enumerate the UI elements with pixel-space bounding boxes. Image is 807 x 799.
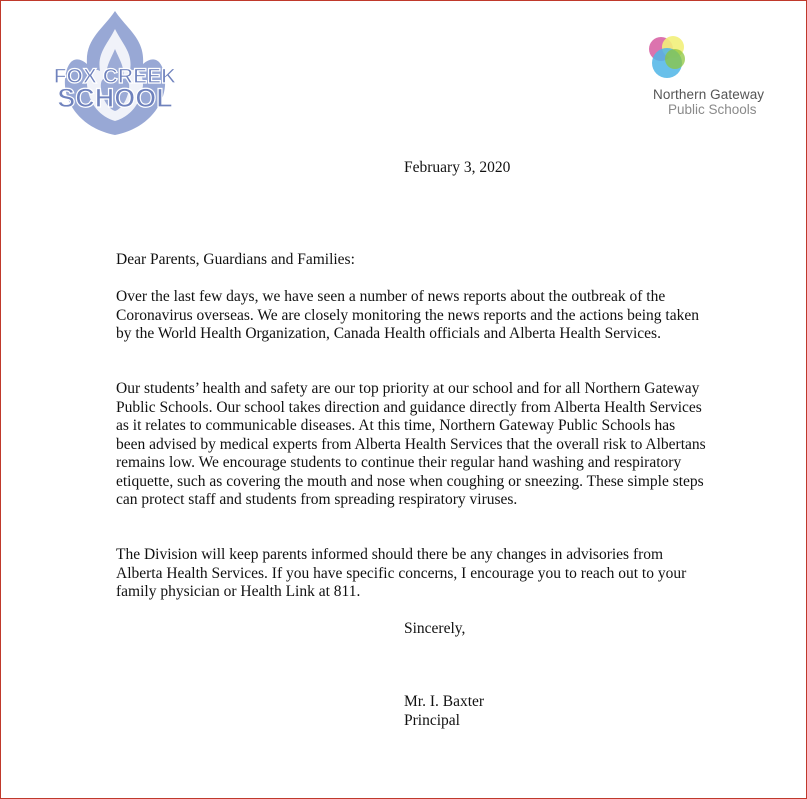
division-subtitle: Public Schools: [668, 102, 757, 117]
fox-logo-line1: FOX CREEK: [53, 65, 177, 88]
letter-date: February 3, 2020: [404, 159, 511, 176]
paragraph-1: Over the last few days, we have seen a number of news reports about the outbreak of the Coronavirus overseas. We are closely monitoring the news reports and the actions being taken by the World Health Organization, Canada Health officials and Alberta Health Services.: [116, 288, 699, 342]
paragraph-2: Our students’ health and safety are our top priority at our school and for all Northern Gateway Public Schools. Our school takes direction and guidance directly from Alberta Health Services as it relates to communicable diseases. At this time, Northern Gateway Public Schools has been advised by medical experts from Alberta Health Services that the overall risk to Albertans remains low. We encourage students to continue their regular hand washing and respiratory etiquette, such as covering the mouth and nose when coughing or sneezing. These simple steps can protect staff and students from spreading respiratory viruses.: [116, 380, 706, 508]
signature-block: [404, 693, 484, 730]
signer-name: Mr. I. Baxter: [404, 693, 485, 710]
salutation: Dear Parents, Guardians and Families:: [116, 251, 355, 268]
fox-logo-line2: SCHOOL: [57, 83, 173, 113]
division-name: Northern Gateway: [653, 87, 765, 102]
signer-title: Principal: [404, 711, 460, 729]
paragraph-3: The Division will keep parents informed should there be any changes in advisories from Alberta Health Services. If you have specific concerns, I encourage you to reach out to your family physician or Health Link at 811.: [116, 546, 687, 600]
fox-creek-school-logo: [45, 9, 185, 139]
closing: Sincerely,: [404, 620, 466, 637]
